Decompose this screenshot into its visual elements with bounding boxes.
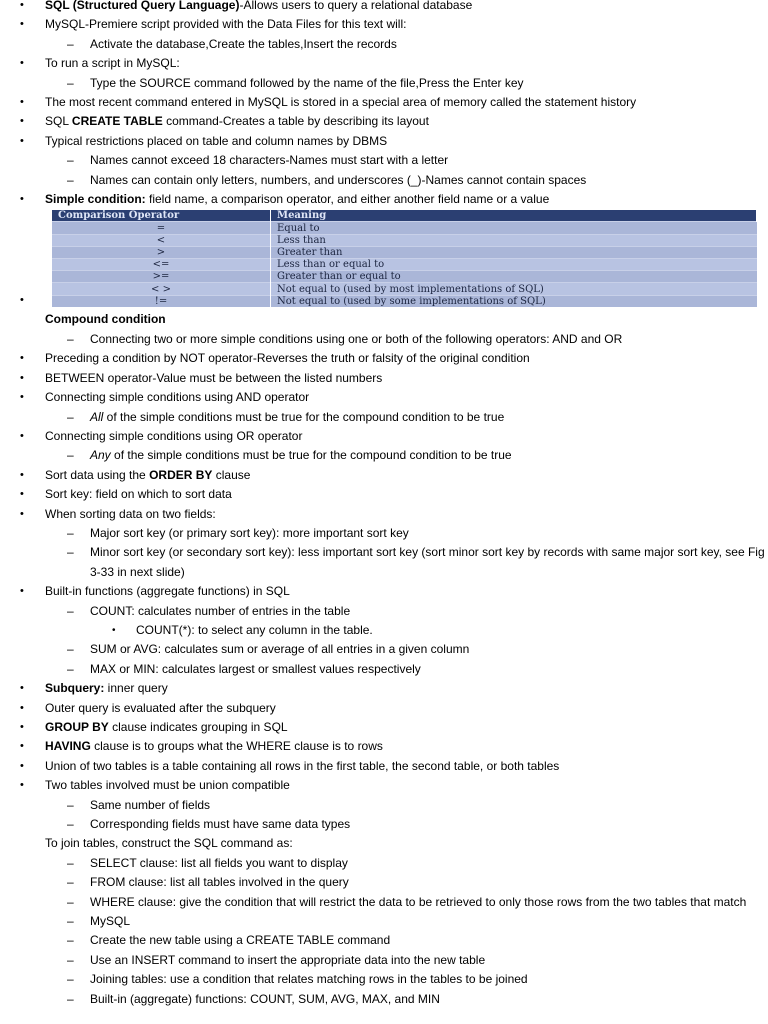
bullet-item — [0, 0, 768, 15]
item-text: Minor sort key (or secondary sort key): less important sort key (sort minor sort key by records with same major sort key, see Fig 3-33 in next slide) — [90, 545, 765, 579]
sub-item — [0, 660, 768, 679]
bullet-item — [0, 699, 768, 718]
bullet-marker: • — [20, 429, 24, 442]
meaning-cell: Not equal to (used by most implementations of SQL) — [271, 283, 757, 295]
item-text: MAX or MIN: calculates largest or smallest values respectively — [90, 661, 421, 676]
item-text: Names cannot exceed 18 characters-Names must start with a letter — [90, 153, 449, 168]
table-row — [52, 246, 757, 258]
item-text: COUNT(*): to select any column in the table. — [136, 622, 373, 637]
bullet-item — [0, 190, 768, 209]
dash-marker: – — [67, 661, 74, 676]
item-text-segment: clause indicates grouping in SQL — [108, 720, 288, 734]
item-text-segment: ORDER BY — [149, 467, 213, 482]
dash-marker: – — [67, 545, 74, 560]
bullet-marker: • — [20, 759, 24, 772]
bullet-marker: • — [20, 193, 24, 206]
meaning-cell: Greater than — [271, 246, 757, 258]
dash-marker: – — [67, 603, 74, 618]
bullet-item — [0, 718, 768, 737]
bullet-item — [0, 15, 768, 34]
bullet-item — [0, 369, 768, 388]
item-text: Union of two tables is a table containing all rows in the first table, the second table, or both tables — [45, 758, 560, 773]
bullet-marker: • — [20, 507, 24, 520]
item-text-segment: clause is to groups what the WHERE clause is to rows — [90, 739, 383, 754]
dash-marker: – — [67, 409, 74, 424]
bullet-item — [0, 737, 768, 756]
item-text-segment: SQL — [45, 114, 72, 129]
table-row — [52, 234, 757, 246]
item-text: Corresponding fields must have same data types — [90, 817, 351, 832]
item-text: Built-in functions (aggregate functions) in SQL — [45, 584, 290, 599]
bullet-item — [0, 54, 768, 73]
bullet-marker: • — [20, 352, 24, 365]
dash-marker: – — [67, 914, 74, 929]
item-text: SUM or AVG: calculates sum or average of all entries in a given column — [90, 642, 470, 657]
item-text: When sorting data on two fields: — [45, 506, 216, 521]
sub-item — [0, 815, 768, 834]
item-text: Type the SOURCE command followed by the name of the file,Press the Enter key — [90, 75, 524, 90]
bullet-item — [0, 427, 768, 446]
dash-marker: – — [67, 36, 74, 51]
table-row — [52, 259, 757, 271]
bullet-marker: • — [20, 740, 24, 753]
item-text: Activate the database,Create the tables,Insert the records — [90, 36, 397, 51]
item-text-segment: Subquery: — [45, 681, 105, 696]
bullet-item — [0, 485, 768, 504]
item-text-segment: of the simple conditions must be true for the compound condition to be true — [110, 448, 512, 463]
bullet-marker: • — [20, 18, 24, 31]
bullet-item — [0, 112, 768, 131]
item-text: Joining tables: use a condition that relates matching rows in the tables to be joined — [90, 972, 528, 987]
item-text: Names can contain only letters, numbers, and underscores (_)-Names cannot contain spaces — [90, 172, 587, 187]
operator-cell: >= — [52, 271, 271, 283]
sub-sub-item — [0, 621, 768, 640]
bullet-marker: • — [20, 134, 24, 147]
dash-marker: – — [67, 153, 74, 168]
bullet-item — [0, 582, 768, 601]
item-text: Create the new table using a CREATE TABLE command — [90, 933, 391, 948]
operator-cell: < — [52, 234, 271, 246]
sub-item — [0, 330, 768, 349]
bullet-marker: • — [112, 624, 116, 636]
item-text-segment: command-Creates a table by describing its layout — [162, 114, 429, 129]
sub-item — [0, 524, 768, 543]
meaning-cell: Greater than or equal to — [271, 271, 757, 283]
dash-marker: – — [67, 894, 74, 909]
item-text-segment: CREATE TABLE — [71, 114, 163, 129]
sub-item — [0, 951, 768, 970]
dash-marker: – — [67, 448, 74, 463]
item-text: Connecting simple conditions using AND operator — [45, 390, 310, 405]
bullet-marker: • — [20, 371, 24, 384]
operator-cell: <= — [52, 259, 271, 271]
sub-item — [0, 990, 768, 1009]
dash-marker: – — [67, 952, 74, 967]
sub-item — [0, 151, 768, 170]
item-text: To run a script in MySQL: — [45, 56, 180, 71]
item-text: MySQL-Premiere script provided with the Data Files for this text will: — [45, 17, 407, 32]
bullet-marker: • — [20, 115, 24, 128]
meaning-cell: Less than or equal to — [271, 259, 757, 271]
bullet-item — [0, 132, 768, 151]
sub-item — [0, 796, 768, 815]
item-text: Major sort key (or primary sort key): more important sort key — [90, 525, 409, 540]
operator-cell: < > — [52, 283, 271, 295]
bullet-marker: • — [20, 0, 24, 11]
dash-marker: – — [67, 972, 74, 987]
item-text: The most recent command entered in MySQL is stored in a special area of memory called the statement history — [45, 95, 637, 110]
item-text: Connecting simple conditions using OR operator — [45, 428, 303, 443]
item-text: WHERE clause: give the condition that will restrict the data to be retrieved to only those rows from the two tables that match — [90, 894, 747, 909]
dash-marker: – — [67, 331, 74, 346]
bullet-marker: • — [20, 294, 24, 307]
item-text: Sort key: field on which to sort data — [45, 487, 232, 502]
sub-item — [0, 854, 768, 873]
bullet-marker: • — [20, 701, 24, 714]
item-text: COUNT: calculates number of entries in the table — [90, 603, 351, 618]
item-text: Outer query is evaluated after the subquery — [45, 700, 276, 715]
meaning-cell: Equal to — [271, 222, 757, 234]
dash-marker: – — [67, 525, 74, 540]
dash-marker: – — [67, 642, 74, 657]
notes-section-1 — [0, 0, 768, 209]
sub-item — [0, 970, 768, 989]
sub-item — [0, 35, 768, 54]
table-header-meaning: Meaning — [271, 210, 757, 222]
item-text-segment: Sort data using the — [45, 467, 150, 482]
bullet-marker: • — [20, 57, 24, 70]
sub-item — [0, 873, 768, 892]
bullet-marker: • — [20, 468, 24, 481]
item-text: Same number of fields — [90, 797, 211, 812]
item-text-segment: Any — [90, 448, 111, 463]
bullet-marker: • — [20, 96, 24, 109]
item-text-segment: -Allows users to query a relational database — [239, 0, 473, 12]
item-text-segment: Simple condition: — [45, 192, 146, 207]
item-text-segment: clause — [212, 467, 251, 482]
bullet-item — [0, 93, 768, 112]
bullet-item — [0, 388, 768, 407]
meaning-cell: Not equal to (used by some implementations of SQL) — [271, 295, 757, 307]
item-text-segment: HAVING — [45, 739, 91, 754]
sub-item — [0, 931, 768, 950]
item-text: Preceding a condition by NOT operator-Reverses the truth or falsity of the original condition — [45, 351, 530, 366]
bullet-marker: • — [20, 585, 24, 598]
sub-item — [0, 602, 768, 621]
notes-section-2 — [0, 310, 768, 1009]
dash-marker: – — [67, 797, 74, 812]
dash-marker: – — [67, 75, 74, 90]
item-text-segment: Compound condition — [45, 312, 166, 327]
item-text: MySQL — [90, 914, 131, 929]
bullet-item — [0, 679, 768, 698]
sub-item — [0, 74, 768, 93]
item-text-segment: SQL (Structured Query Language) — [45, 0, 240, 12]
bullet-item — [0, 466, 768, 485]
bullet-item — [0, 349, 768, 368]
table-row — [52, 283, 757, 295]
item-text: Built-in (aggregate) functions: COUNT, SUM, AVG, MAX, and MIN — [90, 991, 440, 1006]
sub-item — [0, 543, 768, 582]
plain-item — [0, 310, 768, 329]
bullet-marker: • — [20, 721, 24, 733]
sub-item — [0, 408, 768, 427]
item-text: Two tables involved must be union compatible — [45, 778, 290, 793]
plain-item — [0, 834, 768, 853]
bullet-marker: • — [20, 391, 24, 404]
sub-item — [0, 893, 768, 912]
sub-item — [0, 912, 768, 931]
item-text-segment: field name, a comparison operator, and either another field name or a value — [145, 192, 550, 207]
sub-item — [0, 171, 768, 190]
table-header-operator: Comparison Operator — [52, 210, 271, 222]
bullet-marker: • — [20, 488, 24, 501]
item-text: Connecting two or more simple conditions using one or both of the following operators: AND and OR — [90, 331, 623, 346]
dash-marker: – — [67, 991, 74, 1006]
comparison-operator-table — [52, 210, 757, 306]
item-text: Typical restrictions placed on table and column names by DBMS — [45, 133, 388, 148]
item-text: SELECT clause: list all fields you want to display — [90, 855, 348, 870]
item-text: FROM clause: list all tables involved in the query — [90, 875, 349, 890]
dash-marker: – — [67, 875, 74, 890]
item-text-segment: inner query — [104, 681, 168, 696]
sub-item — [0, 640, 768, 659]
table-row — [52, 295, 757, 307]
operator-cell: > — [52, 246, 271, 258]
item-text-segment: GROUP BY — [45, 720, 109, 734]
bullet-marker: • — [20, 779, 24, 792]
operator-cell: = — [52, 222, 271, 234]
bullet-item — [0, 776, 768, 795]
sub-item — [0, 446, 768, 465]
dash-marker: – — [67, 817, 74, 832]
item-text: Use an INSERT command to insert the appropriate data into the new table — [90, 952, 486, 967]
operator-cell: != — [52, 295, 271, 307]
item-text: BETWEEN operator-Value must be between the listed numbers — [45, 370, 383, 385]
item-text-segment: All — [90, 409, 104, 424]
bullet-item — [0, 505, 768, 524]
comparison-operator-table-block — [0, 210, 768, 310]
bullet-item — [0, 757, 768, 776]
dash-marker: – — [67, 172, 74, 187]
meaning-cell: Less than — [271, 234, 757, 246]
item-text-segment: of the simple conditions must be true for the compound condition to be true — [103, 409, 505, 424]
dash-marker: – — [67, 933, 74, 948]
table-row — [52, 222, 757, 234]
table-row — [52, 271, 757, 283]
dash-marker: – — [67, 855, 74, 870]
bullet-marker: • — [20, 682, 24, 695]
item-text: To join tables, construct the SQL command as: — [45, 836, 293, 851]
